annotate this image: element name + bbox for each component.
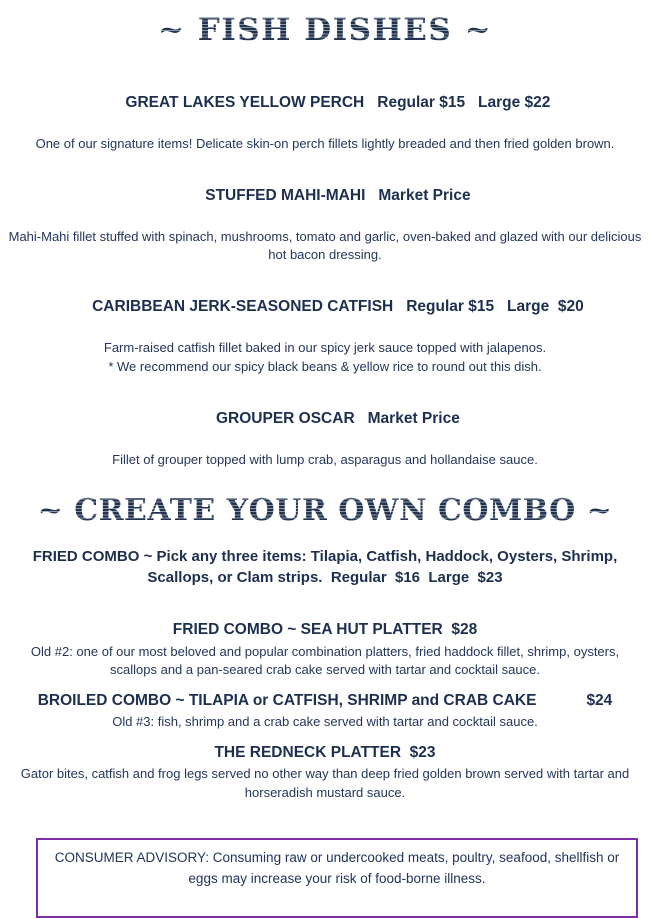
item-name: BROILED COMBO ~ TILAPIA or CATFISH, SHRIMP and CRAB CAKE (37, 691, 537, 709)
item-name-line: THE REDNECK PLATTER $23 (214, 743, 436, 761)
item-name: CARIBBEAN JERK-SEASONED CATFISH (92, 297, 394, 315)
consumer-advisory-text: CONSUMER ADVISORY: Consuming raw or undercooked meats, poultry, seafood, shellfish or eggs may increase your risk of food-borne illness. (54, 850, 620, 887)
combo-section-title: ~ CREATE YOUR OWN COMBO ~ (0, 493, 650, 528)
consumer-advisory-box (36, 838, 638, 918)
item-name: GREAT LAKES YELLOW PERCH (125, 94, 365, 112)
menu-item-grouper-oscar (0, 390, 650, 470)
fried-combo-intro: FRIED COMBO ~ Pick any three items: Tilapia, Catfish, Haddock, Oysters, Shrimp, Scallops, or Clam strips. Regular $16 Large $23 (32, 548, 622, 587)
item-description: Gator bites, catfish and frog legs served no other way than deep fried golden brown served with tartar and horseradish mustard sauce. (20, 766, 630, 800)
item-name-line (0, 278, 650, 336)
item-name-line (0, 74, 650, 132)
menu-item-mahi-mahi (0, 167, 650, 265)
item-price: Market Price (367, 410, 460, 428)
item-name-line: FRIED COMBO ~ SEA HUT PLATTER $28 (172, 621, 478, 639)
item-description: One of our signature items! Delicate skin-on perch fillets lightly breaded and then fried golden brown. (35, 136, 615, 152)
fish-section-title: ~ FISH DISHES ~ (0, 12, 650, 48)
item-name: STUFFED MAHI-MAHI (205, 186, 366, 204)
menu-item-sea-hut-platter (0, 620, 650, 679)
item-description: Mahi-Mahi fillet stuffed with spinach, mushrooms, tomato and garlic, oven-baked and glazed with our delicious hot bacon dressing. (8, 228, 642, 263)
item-name-line (0, 167, 650, 225)
menu-item-yellow-perch (0, 74, 650, 154)
item-name-line (0, 692, 650, 710)
menu-item-jerk-catfish (0, 278, 650, 377)
item-price: Market Price (378, 186, 471, 204)
item-price: $24 (586, 691, 613, 709)
item-description: Old #2: one of our most beloved and popular combination platters, fried haddock fillet, shrimp, oysters, scallops and a pan-seared crab cake served with tartar and cocktail sauce. (30, 643, 620, 678)
menu-item-redneck-platter (0, 743, 650, 802)
item-description: Fillet of grouper topped with lump crab, asparagus and hollandaise sauce. (112, 451, 538, 467)
item-name-line (0, 390, 650, 448)
item-name: GROUPER OSCAR (215, 410, 355, 428)
item-recommendation-note: * We recommend our spicy black beans & yellow rice to round out this dish. (108, 359, 542, 375)
item-price: Regular $15 Large $20 (406, 297, 584, 315)
item-description: Old #3: fish, shrimp and a crab cake served with tartar and cocktail sauce. (112, 713, 538, 729)
menu-page (0, 12, 650, 887)
menu-item-broiled-combo (0, 692, 650, 731)
item-price: Regular $15 Large $22 (377, 94, 551, 112)
item-description: Farm-raised catfish fillet baked in our spicy jerk sauce topped with jalapenos. (103, 339, 547, 355)
